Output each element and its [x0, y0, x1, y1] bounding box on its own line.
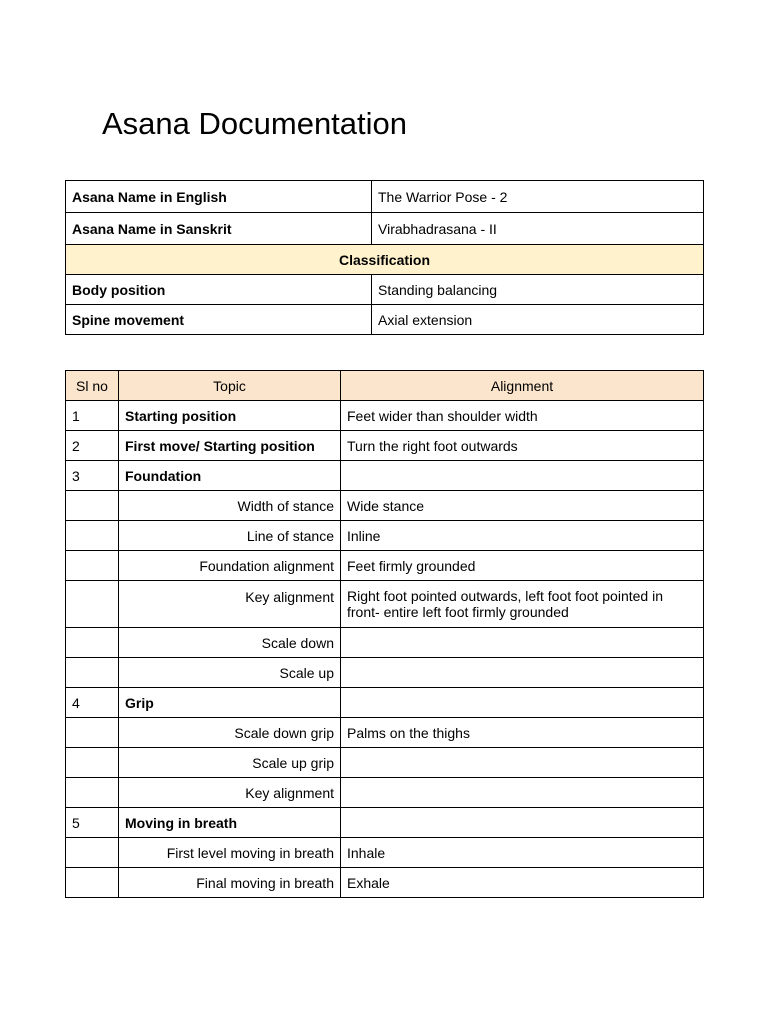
- asana-info-table: [65, 180, 704, 335]
- topic-cell: Key alignment: [119, 778, 341, 808]
- topic-cell: Width of stance: [119, 491, 341, 521]
- alignment-cell: Feet firmly grounded: [341, 551, 704, 581]
- sl-no-cell: 3: [66, 461, 119, 491]
- sl-no-cell: [66, 521, 119, 551]
- topic-cell: Foundation alignment: [119, 551, 341, 581]
- table-row: [66, 718, 704, 748]
- topic-cell: Key alignment: [119, 581, 341, 628]
- sl-no-cell: [66, 628, 119, 658]
- alignment-cell: Right foot pointed outwards, left foot foot pointed in front- entire left foot firmly grounded: [341, 581, 704, 628]
- topic-header: Topic: [119, 371, 341, 401]
- sanskrit-name-label: Asana Name in Sanskrit: [66, 213, 372, 245]
- alignment-cell: [341, 808, 704, 838]
- alignment-cell: Wide stance: [341, 491, 704, 521]
- sl-no-cell: 4: [66, 688, 119, 718]
- sl-no-cell: 1: [66, 401, 119, 431]
- table-row: [66, 778, 704, 808]
- table-row: [66, 838, 704, 868]
- topic-cell: Final moving in breath: [119, 868, 341, 898]
- table-row: [66, 868, 704, 898]
- alignment-header: Alignment: [341, 371, 704, 401]
- topic-cell: Scale up grip: [119, 748, 341, 778]
- english-name-value: The Warrior Pose - 2: [372, 181, 704, 213]
- topic-cell: Moving in breath: [119, 808, 341, 838]
- sl-no-cell: [66, 868, 119, 898]
- sl-no-cell: [66, 838, 119, 868]
- page-title: Asana Documentation: [102, 106, 408, 141]
- table-row: [66, 748, 704, 778]
- alignment-cell: [341, 461, 704, 491]
- english-name-label: Asana Name in English: [66, 181, 372, 213]
- alignment-cell: Turn the right foot outwards: [341, 431, 704, 461]
- table-row: [66, 305, 704, 335]
- sl-no-cell: 5: [66, 808, 119, 838]
- sl-no-cell: [66, 718, 119, 748]
- sl-no-header: Sl no: [66, 371, 119, 401]
- table-row: [66, 658, 704, 688]
- table-row: [66, 581, 704, 628]
- topic-cell: First move/ Starting position: [119, 431, 341, 461]
- sl-no-cell: [66, 551, 119, 581]
- alignment-cell: Inhale: [341, 838, 704, 868]
- sl-no-cell: [66, 658, 119, 688]
- table-row: [66, 551, 704, 581]
- table-row: [66, 431, 704, 461]
- sl-no-cell: [66, 778, 119, 808]
- topic-cell: Grip: [119, 688, 341, 718]
- topic-cell: Starting position: [119, 401, 341, 431]
- sanskrit-name-value: Virabhadrasana - II: [372, 213, 704, 245]
- sl-no-cell: [66, 748, 119, 778]
- alignment-cell: [341, 748, 704, 778]
- table-row: [66, 628, 704, 658]
- table-row: [66, 461, 704, 491]
- spine-movement-label: Spine movement: [66, 305, 372, 335]
- alignment-cell: Inline: [341, 521, 704, 551]
- topic-cell: Scale down grip: [119, 718, 341, 748]
- body-position-value: Standing balancing: [372, 275, 704, 305]
- table-row: [66, 181, 704, 213]
- table-row: [66, 491, 704, 521]
- topic-cell: Scale up: [119, 658, 341, 688]
- alignment-cell: [341, 778, 704, 808]
- spine-movement-value: Axial extension: [372, 305, 704, 335]
- alignment-cell: [341, 628, 704, 658]
- table-row: [66, 245, 704, 275]
- table-row: [66, 688, 704, 718]
- topic-cell: Line of stance: [119, 521, 341, 551]
- topic-cell: Scale down: [119, 628, 341, 658]
- topic-cell: Foundation: [119, 461, 341, 491]
- sl-no-cell: [66, 581, 119, 628]
- classification-header: Classification: [66, 245, 704, 275]
- table-header-row: [66, 371, 704, 401]
- alignment-cell: Exhale: [341, 868, 704, 898]
- table-row: [66, 521, 704, 551]
- sl-no-cell: 2: [66, 431, 119, 461]
- sl-no-cell: [66, 491, 119, 521]
- table-row: [66, 808, 704, 838]
- table-row: [66, 275, 704, 305]
- alignment-cell: [341, 658, 704, 688]
- alignment-cell: Palms on the thighs: [341, 718, 704, 748]
- topic-cell: First level moving in breath: [119, 838, 341, 868]
- alignment-table: [65, 370, 704, 898]
- table-row: [66, 213, 704, 245]
- alignment-cell: Feet wider than shoulder width: [341, 401, 704, 431]
- alignment-cell: [341, 688, 704, 718]
- body-position-label: Body position: [66, 275, 372, 305]
- table-row: [66, 401, 704, 431]
